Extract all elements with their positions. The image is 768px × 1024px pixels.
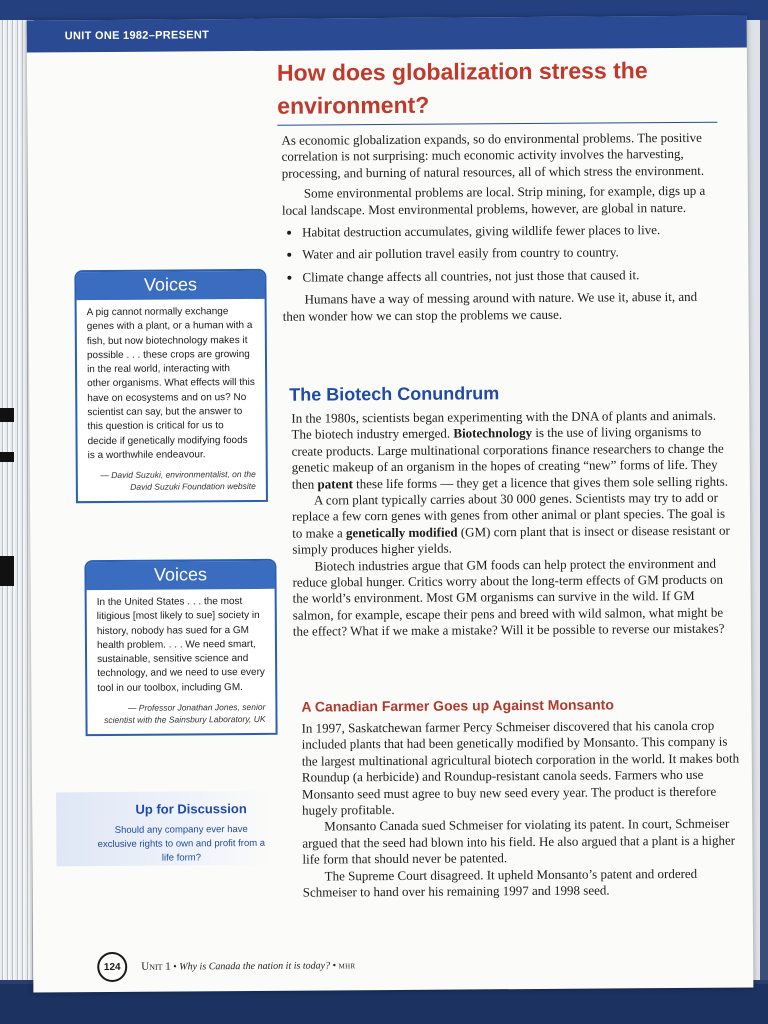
bullet-item: • Habitat destruction accumulates, giving wildlife fewer places to live. [302,222,712,241]
footer-publisher: MHR [338,962,356,971]
footer-bullet: • [173,961,177,973]
biotech-section [291,408,731,641]
page-title: How does globalization stress the environment? [276,57,648,119]
footer-question: Why is Canada the nation it is today? [179,960,331,973]
key-term: Biotechnology [453,425,533,441]
voices-sidebar-jones [84,559,277,736]
bullet-item: • Water and air pollution travel easily from country to country. [302,244,712,263]
page-tab-mark [0,452,14,462]
section-heading-monsanto: A Canadian Farmer Goes up Against Monsanto [301,696,614,715]
voices-citation: — Professor Jonathan Jones, senior scientist with the Sainsbury Laboratory, UK [104,701,266,726]
biotech-paragraph: A corn plant typically carries about 30 000 genes. Scientists may try to add or replace a few corn genes with genes from other animal or plant species. The goal is to make a genetically modified (GM) corn plant that is insect or disease resistant or simply produces higher yields. [292,489,730,557]
intro-paragraph: As economic globalization expands, so do environmental problems. The positive correlation is not surprising: much economic activity involves the harvesting, processing, and burning of natural resources, all of which stress the environment. [281,129,705,181]
discussion-question: Should any company ever have exclusive rights to own and profit from a life form? [97,824,266,864]
page-tab-mark [0,408,14,422]
footer-unit: Unit 1 [141,960,171,973]
bullet-item: • Climate change affects all countries, not just those that caused it. [302,267,712,286]
voices-quote: In the United States . . . the most litigious [most likely to sue] society in history, nobody has sued for a GM health problem. . . . We need smart, sustainable, sensitive science and technology, and we need to use every tool in our toolbox, including GM. [96,596,265,694]
unit-header-bar [27,15,747,52]
discussion-heading: Up for Discussion [135,801,247,817]
voices-heading: Voices [76,271,264,300]
intro-paragraph: Humans have a way of messing around with nature. We use it, abuse it, and then wonder how we can stop the problems we cause. [282,289,698,324]
page-number: 124 [97,952,127,982]
footer-bullet: • [332,960,337,972]
voices-citation: — David Suzuki, environmentalist, on the David Suzuki Foundation website [100,469,256,493]
section-heading-biotech: The Biotech Conundrum [289,383,500,405]
footer-running-text [141,959,355,972]
biotech-paragraph: In the 1980s, scientists began experimenting with the DNA of plants and animals. The biotech industry emerged. Biotechnology is the use of living organisms to create products. Large multinational corporations finance researchers to change the genetic makeup of an organism in the hopes of creating “new” forms of life. They then patent these life forms — they get a licence that gives them sole selling rights. [291,407,729,492]
intro-paragraph: Some environmental problems are local. Strip mining, for example, digs up a local landscape. Most environmental problems, however, are global in nature. [281,183,706,218]
unit-label: UNIT ONE 1982–PRESENT [64,29,210,43]
discussion-box [56,791,271,866]
biotech-paragraph: Biotech industries argue that GM foods can help protect the environment and reduce global hunger. Critics worry about the long-term effects of GM products on the world’s environment. Most GM organisms can survive in the wild. If GM salmon, for example, escape their pens and breed with wild salmon, what might be the effect? What if we make a mistake? Will it be possible to reverse our mistakes? [292,555,725,639]
voices-heading: Voices [86,561,274,590]
monsanto-paragraph: In 1997, Saskatchewan farmer Percy Schmeiser discovered that his canola crop included plants that had been genetically modified by Monsanto. This company is the largest multinational agricultural biotech corporation in the world. It makes both Roundup (a herbicide) and Roundup-resistant canola seeds. Farmers who use Monsanto seed must agree to buy new seed every year. The product is therefore hugely profitable. [301,717,740,818]
intro-section [281,130,712,325]
monsanto-paragraph: Monsanto Canada sued Schmeiser for violating its patent. In court, Schmeiser argued that the seed had blown into his field. He also argued that a plant is a higher life form that should never be patented. [302,816,736,867]
key-term: patent [317,475,353,492]
voices-sidebar-suzuki [74,269,268,504]
page-footer [97,951,355,981]
monsanto-section [302,718,741,902]
key-term: genetically modified [345,524,458,541]
page-tab-mark [0,556,14,586]
intro-bullet-list [282,222,712,286]
monsanto-paragraph: The Supreme Court disagreed. It upheld Monsanto’s patent and ordered Schmeiser to hand over his remaining 1997 and 1998 seed. [302,865,698,900]
voices-quote: A pig cannot normally exchange genes with a plant, or a human with a fish, but now biotechnology makes it possible . . . these crops are growing in the real world, interacting with other organisms. What effects will this have on ecosystems and on us? No scientist can say, but the answer to this question is critical for us to decide if genetically modifying foods is a worthwhile endeavour. [86,306,255,462]
textbook-page [27,15,754,992]
